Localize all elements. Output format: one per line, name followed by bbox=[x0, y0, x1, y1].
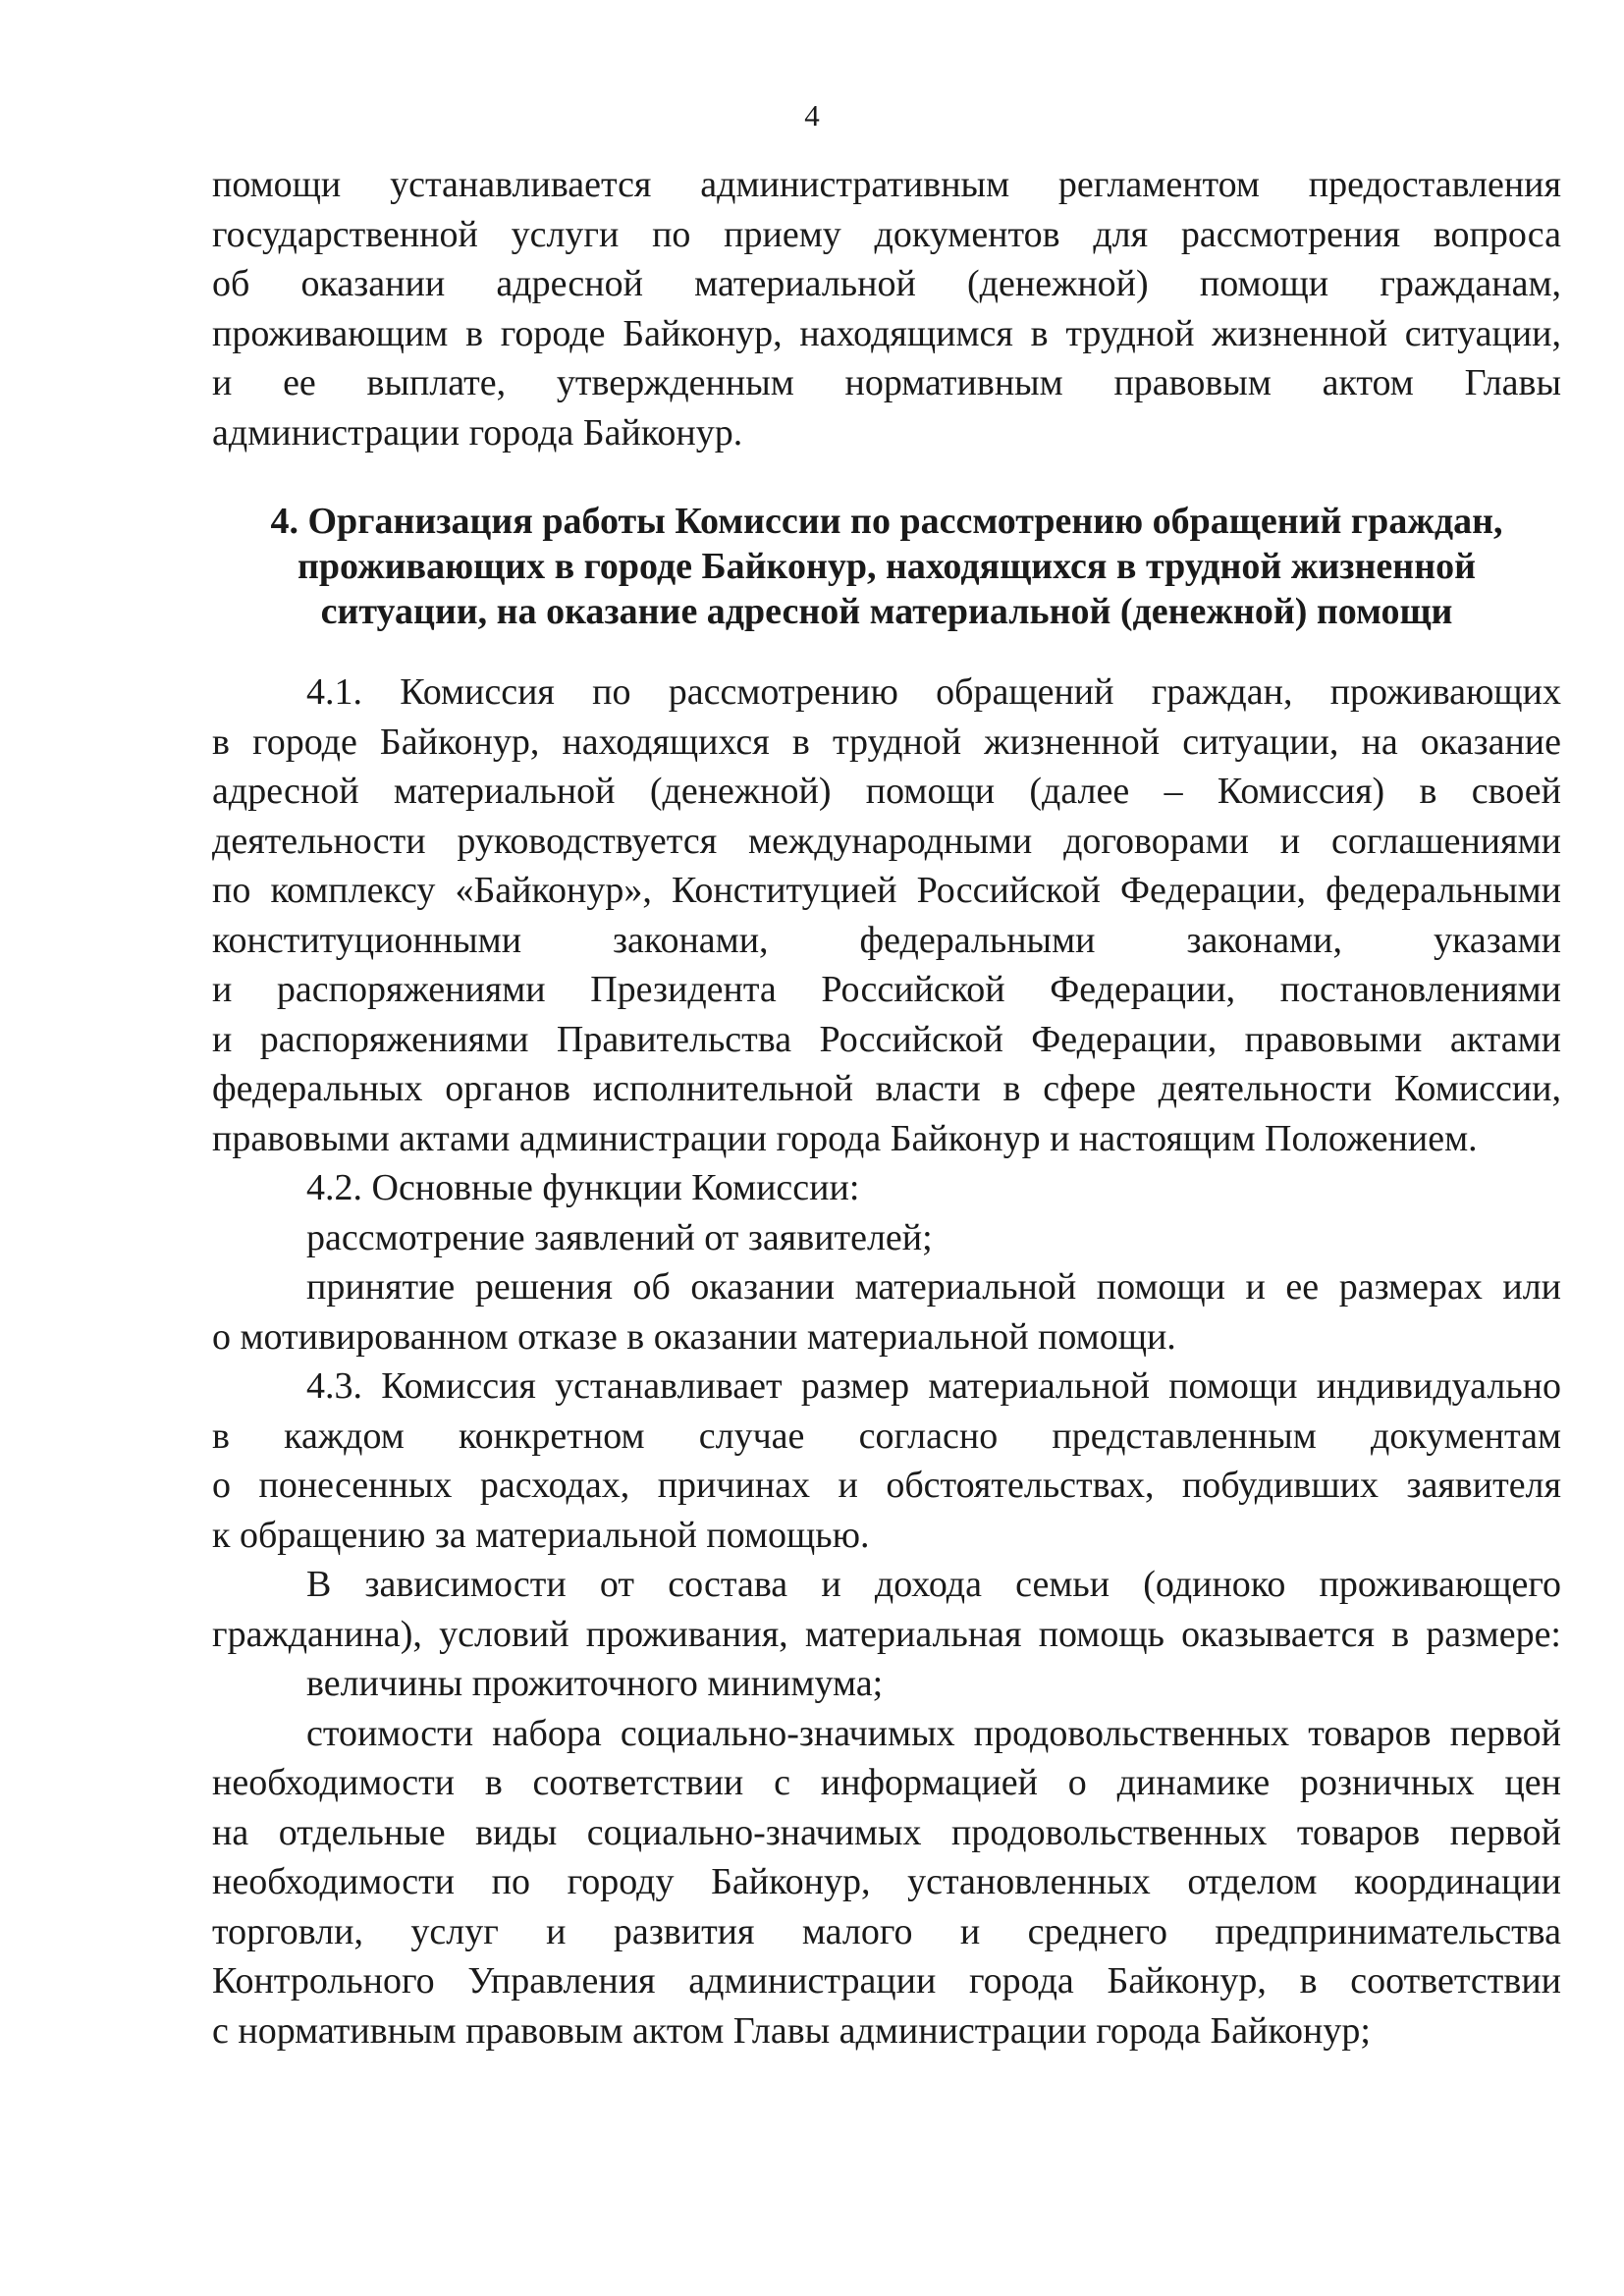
text-line: по комплексу «Байконур», Конституцией Российской Федерации, федеральными bbox=[212, 870, 1561, 911]
heading-line: ситуации, на оказание адресной материальной (денежной) помощи bbox=[320, 591, 1453, 632]
text-line: о мотивированном отказе в оказании материальной помощи. bbox=[212, 1315, 1176, 1358]
text-line: необходимости в соответствии с информацией о динамике розничных цен bbox=[212, 1762, 1561, 1803]
list-item-line: рассмотрение заявлений от заявителей; bbox=[306, 1216, 933, 1258]
clause-4-2-line: 4.2. Основные функции Комиссии: bbox=[306, 1167, 860, 1208]
text-line: деятельности руководствуется международными договорами и соглашениями bbox=[212, 820, 1561, 862]
text-line: и распоряжениями Правительства Российской Федерации, правовыми актами bbox=[212, 1018, 1561, 1060]
heading-line: проживающих в городе Байконур, находящихся в трудной жизненной bbox=[298, 546, 1476, 587]
text-line: торговли, услуг и развития малого и среднего предпринимательства bbox=[212, 1910, 1561, 1952]
text-line: гражданина), условий проживания, материальная помощь оказывается в размере: bbox=[212, 1613, 1561, 1655]
text-line: Контрольного Управления администрации города Байконур, в соответствии bbox=[212, 1960, 1561, 2002]
text-line: на отдельные виды социально-значимых продовольственных товаров первой bbox=[212, 1811, 1561, 1853]
text-line: и распоряжениями Президента Российской Федерации, постановлениями bbox=[212, 969, 1561, 1010]
clause-4-3-line: 4.3. Комиссия устанавливает размер материальной помощи индивидуально bbox=[306, 1365, 1561, 1407]
page-number: 4 bbox=[804, 98, 820, 133]
text-line: об оказании адресной материальной (денежной) помощи гражданам, bbox=[212, 263, 1561, 304]
text-line: в городе Байконур, находящихся в трудной жизненной ситуации, на оказание bbox=[212, 721, 1561, 763]
text-line: адресной материальной (денежной) помощи (далее – Комиссия) в своей bbox=[212, 771, 1561, 812]
section-heading bbox=[212, 499, 1561, 634]
text-line: помощи устанавливается административным регламентом предоставления bbox=[212, 164, 1561, 205]
text-line: проживающим в городе Байконур, находящимся в трудной жизненной ситуации, bbox=[212, 312, 1561, 354]
text-line: и ее выплате, утвержденным нормативным правовым актом Главы bbox=[212, 362, 1561, 403]
text-line: В зависимости от состава и дохода семьи (одиноко проживающего bbox=[306, 1564, 1561, 1605]
text-line: к обращению за материальной помощью. bbox=[212, 1514, 870, 1556]
text-line: необходимости по городу Байконур, установленных отделом координации bbox=[212, 1861, 1561, 1902]
text-line: в каждом конкретном случае согласно представленным документам bbox=[212, 1415, 1561, 1457]
text-line: федеральных органов исполнительной власти в сфере деятельности Комиссии, bbox=[212, 1068, 1561, 1109]
text-line: администрации города Байконур. bbox=[212, 411, 743, 454]
text-line: правовыми актами администрации города Байконур и настоящим Положением. bbox=[212, 1117, 1478, 1159]
text-line: конституционными законами, федеральными законами, указами bbox=[212, 919, 1561, 961]
text-line: о понесенных расходах, причинах и обстоятельствах, побудивших заявителя bbox=[212, 1465, 1561, 1506]
list-item-line: стоимости набора социально-значимых продовольственных товаров первой bbox=[306, 1712, 1561, 1754]
clause-4-1-line: 4.1. Комиссия по рассмотрению обращений граждан, проживающих bbox=[306, 671, 1561, 713]
section-body bbox=[212, 667, 1561, 2056]
text-line: с нормативным правовым актом Главы администрации города Байконур; bbox=[212, 2009, 1371, 2052]
heading-line: 4. Организация работы Комиссии по рассмотрению обращений граждан, bbox=[270, 501, 1503, 542]
list-item-line: принятие решения об оказании материальной помощи и ее размерах или bbox=[306, 1266, 1561, 1308]
text-line: государственной услуги по приему документов для рассмотрения вопроса bbox=[212, 213, 1561, 255]
intro-paragraph bbox=[212, 160, 1561, 457]
list-item-line: величины прожиточного минимума; bbox=[306, 1663, 884, 1704]
